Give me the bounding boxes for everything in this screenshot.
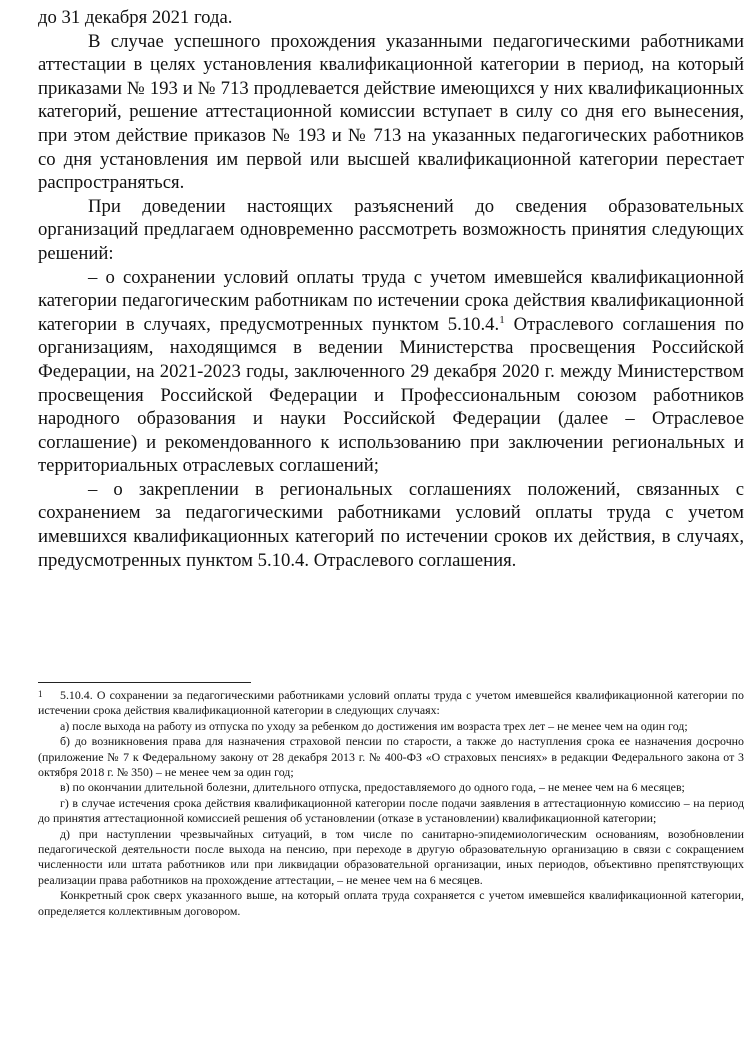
footnote-item-c: в) по окончании длительной болезни, длительного отпуска, предоставляемого до одного года, – не менее чем на 6 месяцев; [60,780,685,795]
paragraph-pay-preservation [38,266,744,478]
paragraph-regional-agreements: – о закреплении в региональных соглашениях положений, связанных с сохранением за педагогическими работниками условий оплаты труда с учетом имевшихся квалификационных категорий по истечении сроков их действия, в случаях, предусмотренных пунктом 5.10.4. Отраслевого соглашения. [38,478,744,571]
footnote-item-e: д) при наступлении чрезвычайных ситуаций, в том числе по санитарно-эпидемиологическим основаниям, возобновлении педагогической деятельности после выхода на пенсию, при переходе в другую образовательную организацию в связи с сокращением численности или штата работников или при ликвидации образовательной организации, иных периодов, объективно препятствующих реализации права работников на прохождение аттестации, – не менее чем на 6 месяцев. [38,826,744,887]
footnote-item-a: а) после выхода на работу из отпуска по уходу за ребенком до достижения им возраста трех лет – не менее чем на один год; [60,718,688,733]
pay-preservation-text-end: Отраслевого соглашения по организациям, находящимся в ведении Министерства просвещения Российской Федерации, на 2021-2023 годы, заключенного 29 декабря 2020 г. между Министерством просвещения Российской Федерации и Профессиональным союзом работников народного образования и науки Российской Федерации (далее – Отраслевое соглашение) и рекомендованного к использованию при заключении региональных и территориальных отраслевых соглашений; [38,313,744,477]
footnote-mark: 1 [38,689,43,699]
pay-preservation-text-start: – о сохранении условий оплаты труда с учетом имевшейся квалификационной категории педагогическим работникам по истечении срока действия квалификационной категории в случаях, предусмотренных пунктом 5.10.4. [38,266,744,335]
footnote-item-d: г) в случае истечения срока действия квалификационной категории после подачи заявления в аттестационную комиссию – на период до принятия аттестационной комиссией решения об установлении (отказе в установлении) квалификационной категории; [38,795,744,826]
footnote-closing: Конкретный срок сверх указанного выше, на который оплата труда сохраняется с учетом имевшейся квалификационной категории, определяется коллективным договором. [38,888,744,918]
footnote-separator [38,682,251,683]
footnote-intro-text: 5.10.4. О сохранении за педагогическими работниками условий оплаты труда с учетом имевшейся квалификационной категории по истечении срока действия квалификационной категории в следующих случаях: [38,688,744,718]
footnote-reference: 1 [499,313,505,326]
paragraph-deadline: до 31 декабря 2021 года. [38,7,233,28]
paragraph-attestation: В случае успешного прохождения указанными педагогическими работниками аттестации в целях установления квалификационной категории в период, на который приказами № 193 и № 713 продлевается действие имеющихся у них квалификационных категорий, решение аттестационной комиссии вступает в силу со дня его вынесения, при этом действие приказов № 193 и № 713 на указанных педагогических работников со дня установления им первой или высшей квалификационной категории перестает распространяться. [38,30,744,194]
main-text [38,6,744,572]
document-page [38,6,744,918]
footnote-block [38,688,744,919]
footnote-intro [38,688,744,719]
paragraph-proposal: При доведении настоящих разъяснений до сведения образовательных организаций предлагаем одновременно рассмотреть возможность принятия следующих решений: [38,195,744,264]
footnote-item-b: б) до возникновения права для назначения страховой пенсии по старости, а также до наступления срока ее назначения досрочно (приложение № 7 к Федеральному закону от 28 декабря 2013 г. № 400-ФЗ «О страховых пенсиях» в редакции Федерального закона от 3 октября 2018 г. № 350) – не менее чем за один год; [38,734,744,780]
